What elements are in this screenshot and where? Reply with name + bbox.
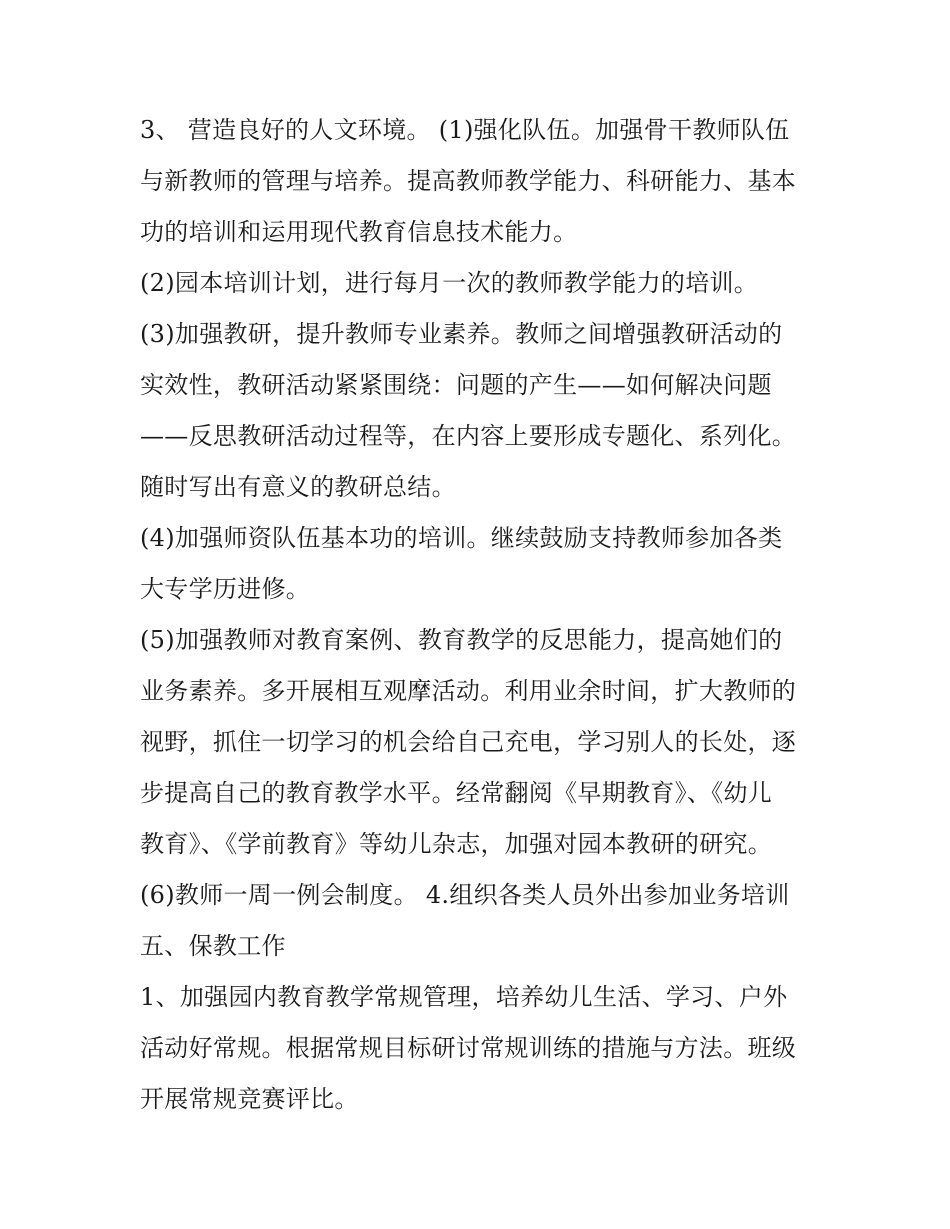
text-line-18: 1、加强园内教育教学常规管理，培养幼儿生活、学习、户外 — [140, 983, 788, 1011]
text-line-9: (4)加强师资队伍基本功的培训。继续鼓励支持教师参加各类 — [140, 524, 783, 552]
text-line-10: 大专学历进修。 — [140, 575, 311, 603]
text-line-12: 业务素养。多开展相互观摩活动。利用业余时间，扩大教师的 — [140, 677, 797, 705]
text-line-19: 活动好常规。根据常规目标研讨常规训练的措施与方法。班级 — [140, 1034, 797, 1062]
text-line-8: 随时写出有意义的教研总结。 — [140, 473, 456, 501]
text-line-11: (5)加强教师对教育案例、教育教学的反思能力，提高她们的 — [140, 626, 783, 654]
text-line-20: 开展常规竞赛评比。 — [140, 1085, 359, 1113]
text-line-13: 视野，抓住一切学习的机会给自己充电，学习别人的长处，逐 — [140, 728, 797, 756]
text-line-7: ——反思教研活动过程等，在内容上要形成专题化、系列化。 — [140, 422, 797, 450]
text-line-14: 步提高自己的教育教学水平。经常翻阅《早期教育》、《幼儿 — [140, 779, 773, 807]
text-line-3: 功的培训和运用现代教育信息技术能力。 — [140, 218, 578, 246]
text-line-4: (2)园本培训计划，进行每月一次的教师教学能力的培训。 — [140, 269, 759, 297]
text-line-6: 实效性，教研活动紧紧围绕：问题的产生——如何解决问题 — [140, 371, 772, 399]
section-heading: 五、保教工作 — [140, 932, 286, 960]
text-line-15: 教育》、《学前教育》等幼儿杂志，加强对园本教研的研究。 — [140, 830, 773, 858]
text-line-1: 3、 营造良好的人文环境。 (1)强化队伍。加强骨干教师队伍 — [140, 116, 790, 144]
document-body — [140, 105, 820, 1125]
text-line-5: (3)加强教研，提升教师专业素养。教师之间增强教研活动的 — [140, 320, 783, 348]
text-line-16: (6)教师一周一例会制度。 4.组织各类人员外出参加业务培训 — [140, 881, 790, 909]
text-line-2: 与新教师的管理与培养。提高教师教学能力、科研能力、基本 — [140, 167, 797, 195]
